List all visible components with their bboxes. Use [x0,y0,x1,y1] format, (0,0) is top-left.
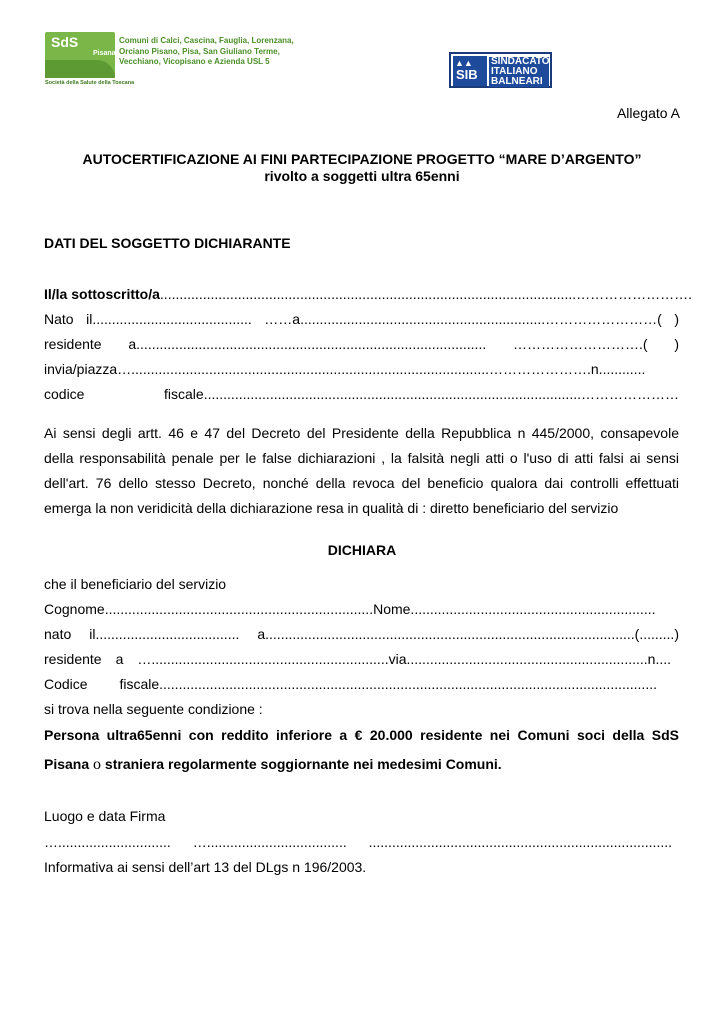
sds-pisana-logo [45,32,115,78]
via-field: invia/piazza…............................................................................................………………….n............ [44,361,646,377]
condition-line: Persona ultra65enni con reddito inferiore a € 20.000 residente nei Comuni soci della SdS [44,727,679,743]
dichiara-heading: DICHIARA [327,542,397,558]
section-heading: DATI DEL SOGGETTO DICHIARANTE [44,235,291,251]
logo-hill-shape [45,60,115,78]
document-subtitle: rivolto a soggetti ultra 65enni [264,168,460,184]
beneficiario-intro: che il beneficiario del servizio [44,576,227,592]
sottoscritto-field [44,286,693,303]
sib-roof-icon: ▲▲ [455,58,473,68]
firma-dots: …............................. ….................................... .............................................................................. [44,834,672,850]
condition-o: o [93,756,102,773]
sib-line: BALNEARI [489,77,549,87]
nato-field: Nato il......................................... ……a...............................................................……………………( ) [44,311,679,327]
sds-comuni-line: Vecchiano, Vicopisano e Azienda USL 5 [119,57,270,66]
residente-field: residente a.......................................................................................... ……………………….( ) [44,336,679,352]
sds-logo-pisana: Pisana [93,50,116,57]
paragraph-line: della responsabilità penale per le false dichiarazioni , la falsità negli atti o l'uso di atti falsi ai sensi [44,450,679,466]
condition-part: Pisana [44,756,94,772]
sib-house-icon [453,56,487,86]
document-title: AUTOCERTIFICAZIONE AI FINI PARTECIPAZIONE PROGETTO “MARE D’ARGENTO” [82,151,642,167]
condition-line [44,756,502,773]
condition-part: straniera regolarmente soggiornante nei medesimi Comuni. [101,756,502,772]
sib-logo-text: SIB [456,67,478,82]
luogo-data-firma-label: Luogo e data Firma [44,808,166,824]
codice-fiscale-field-beneficiario: Codice fiscale................................................................................................................................ [44,676,657,692]
sds-comuni-text [119,36,294,68]
sds-logo-text: SdS [51,34,79,50]
paragraph-line: dell'art. 76 dello stesso Decreto, nonché della revoca del beneficio qualora dai controlli effettuati [44,475,679,491]
nato-field-beneficiario: nato il..................................... a...............................................................................................(.........) [44,626,679,642]
paragraph-line: emerga la non veridicità della dichiarazione resa in qualità di : diretto beneficiario del servizio [44,500,619,516]
sib-line: ITALIANO [489,67,549,77]
residente-field-beneficiario: residente a ….............................................................via..............................................................n.... [44,651,671,667]
sds-comuni-line: Orciano Pisano, Pisa, San Giuliano Terme, [119,46,280,56]
sib-logo [449,52,552,88]
sottoscritto-dots: ...........................................................................................................……………………. [159,286,693,302]
sds-comuni-line: Comuni di Calci, Cascina, Fauglia, Lorenzana, [119,36,294,45]
condizione-label: si trova nella seguente condizione : [44,701,263,717]
sib-line: SINDACATO [491,56,550,67]
sds-logo-subtitle: Società della Salute della Toscana [45,80,135,86]
paragraph-line: Ai sensi degli artt. 46 e 47 del Decreto del Presidente della Repubblica n 445/2000, consapevole [44,425,679,441]
cognome-nome-field: Cognome.....................................................................Nome............................................................... [44,601,656,617]
allegato-label: Allegato A [616,105,680,121]
informativa-text: Informativa ai sensi dell’art 13 del DLgs n 196/2003. [44,859,367,875]
codice-fiscale-field: codice fiscale.................................................................................................………………… [44,386,679,402]
sottoscritto-label: Il/la sottoscritto/a [44,286,160,302]
